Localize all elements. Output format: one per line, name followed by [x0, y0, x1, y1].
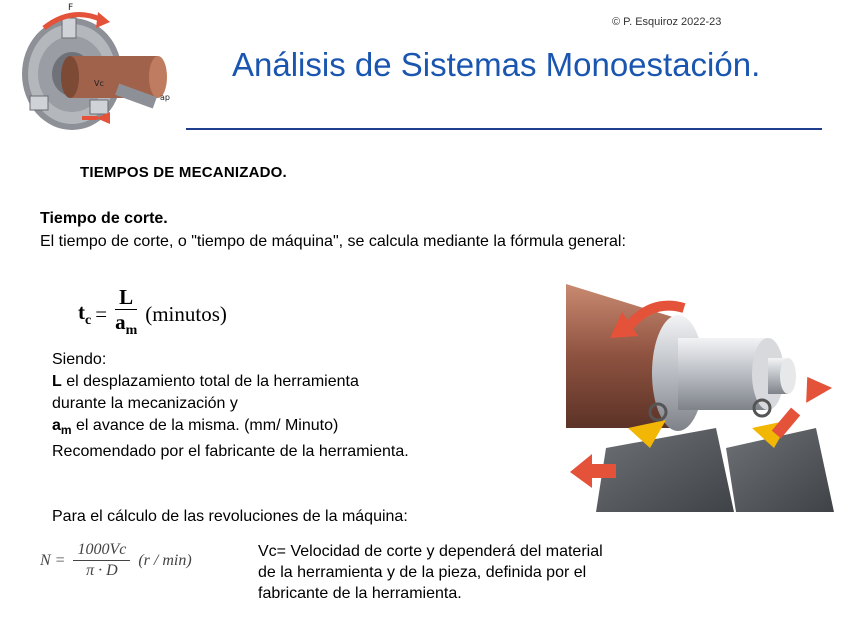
formula-denominator: $a_m$ — [115, 310, 138, 339]
page-title: Análisis de Sistemas Monoestación. — [232, 46, 761, 83]
revolutions-heading: Para el cálculo de las revoluciones de la máquina: — [52, 508, 408, 525]
vc-line-2: de la herramienta y de la pieza, definida por el — [258, 564, 587, 581]
formula2-numerator: 1000Vc — [73, 540, 130, 561]
formula-fraction — [115, 285, 137, 343]
vc-line-1: Vc= Velocidad de corte y dependerá del material — [258, 543, 603, 560]
definition-recommended: Recomendado por el fabricante de la herramienta. — [52, 443, 409, 461]
definitions-block — [52, 349, 409, 463]
vc-explanation — [258, 541, 603, 604]
revolutions-formula — [40, 540, 192, 581]
definition-l-cont: durante la mecanización y — [52, 395, 238, 412]
formula-equals: = — [95, 301, 108, 326]
cutting-time-heading: Tiempo de corte. — [40, 210, 168, 227]
formula-numerator: L — [115, 285, 137, 310]
svg-text:Vc: Vc — [94, 79, 104, 88]
definition-am: $a_m$ el avance de la misma. (mm/ Minuto) — [52, 417, 339, 438]
definitions-lead: Siendo: — [52, 351, 107, 368]
cutting-time-intro: El tiempo de corte, o "tiempo de máquina", se calcula mediante la fórmula general: — [40, 233, 626, 250]
turning-tools-illustration — [566, 278, 834, 512]
vc-line-3: fabricante de la herramienta. — [258, 585, 462, 602]
cutting-time-formula — [78, 285, 227, 343]
formula-unit: (minutos) — [145, 301, 227, 326]
formula2-lhs: N = — [40, 551, 66, 569]
lathe-chuck-illustration — [10, 0, 180, 138]
section-title: TIEMPOS DE MECANIZADO. — [80, 164, 287, 181]
formula-lhs: $t_c$ — [78, 299, 92, 328]
title-divider — [186, 128, 822, 130]
svg-text:ap: ap — [160, 93, 170, 102]
copyright-text: © P. Esquiroz 2022-23 — [612, 16, 722, 28]
formula2-denominator: π · D — [86, 562, 118, 579]
svg-text:F: F — [68, 3, 74, 13]
formula2-unit: (r / min) — [138, 551, 192, 569]
formula2-fraction — [73, 540, 130, 581]
definition-l: L el desplazamiento total de la herramienta — [52, 373, 359, 390]
